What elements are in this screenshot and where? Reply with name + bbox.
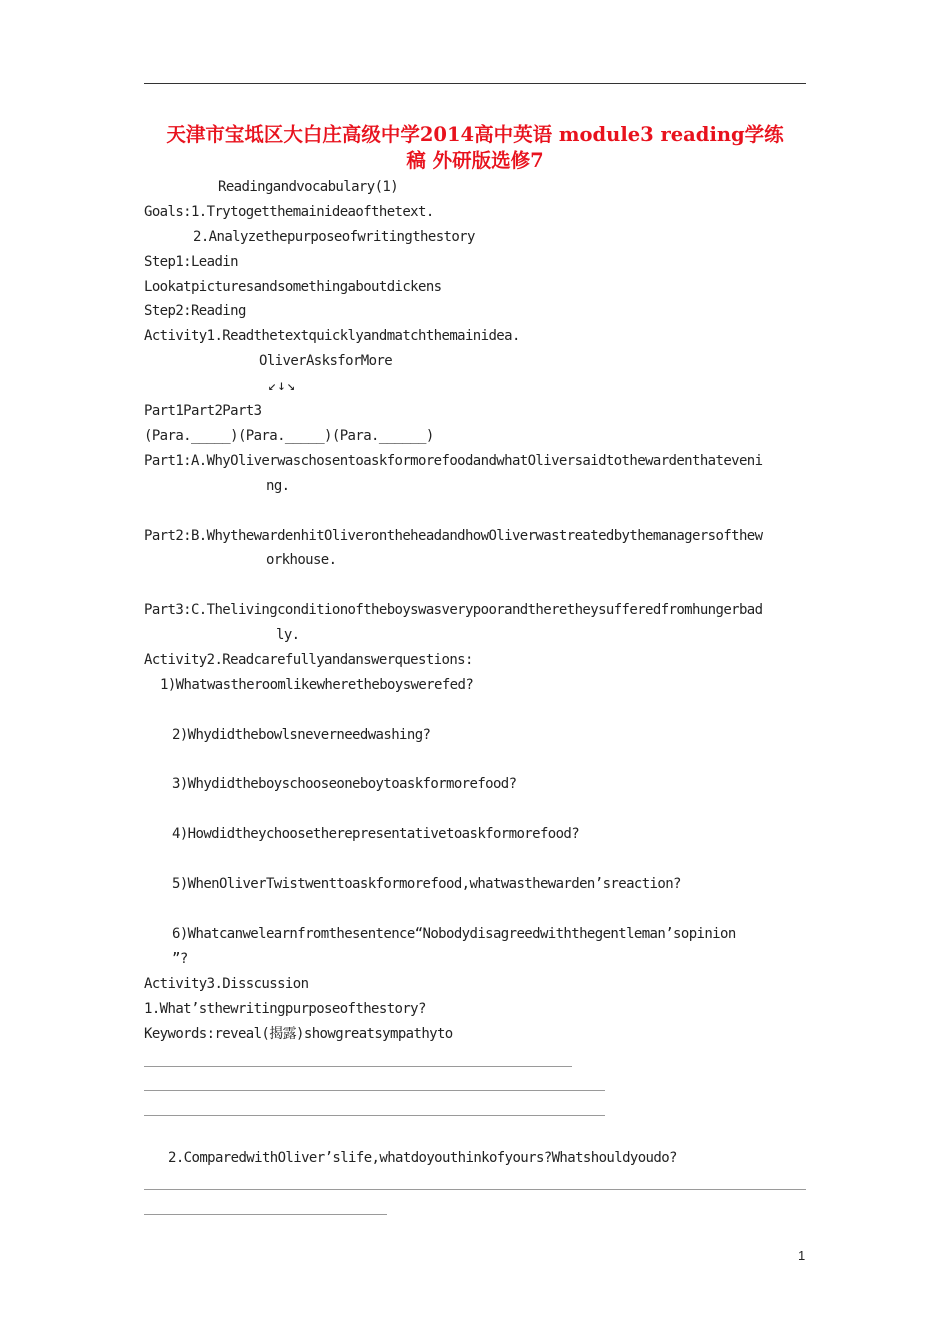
activity3-heading: Activity3.Disscussion	[144, 976, 309, 992]
answer-line	[144, 1189, 806, 1190]
step2-heading: Step2:Reading	[144, 303, 246, 319]
goals-line-1: Goals:1.Trytogetthemainideaofthetext.	[144, 204, 434, 220]
parts-row: Part1Part2Part3	[144, 403, 262, 419]
step1-task: Lookatpicturesandsomethingaboutdickens	[144, 279, 442, 295]
activity2-heading: Activity2.Readcarefullyandanswerquestions:	[144, 652, 473, 668]
question-3: 3)Whydidtheboyschooseoneboytoaskformorefood?	[172, 776, 517, 792]
page-number: 1	[798, 1248, 806, 1263]
answer-line	[144, 1115, 605, 1116]
section-heading: Readingandvocabulary(1)	[218, 179, 399, 195]
goals-line-2: 2.Analyzethepurposeofwritingthestory	[193, 229, 475, 245]
question-2: 2)Whydidthebowlsneverneedwashing?	[172, 727, 431, 743]
part3-text: Part3:C.Thelivingconditionoftheboyswasverypoorandtheretheysufferedfromhungerbad	[144, 602, 763, 618]
document-title	[144, 122, 806, 174]
question-5: 5)WhenOliverTwistwenttoaskformorefood,whatwasthewarden’sreaction?	[172, 876, 681, 892]
header-rule	[144, 83, 806, 84]
part2-text-cont: orkhouse.	[266, 552, 337, 568]
part1-text: Part1:A.WhyOliverwaschosentoaskformorefoodandwhatOliversaidtothewardenthateveni	[144, 453, 763, 469]
question-6-cont: ”?	[172, 951, 188, 967]
part3-text-cont: ly.	[276, 627, 300, 643]
question-4: 4)Howdidtheychoosetherepresentativetoaskformorefood?	[172, 826, 580, 842]
step1-heading: Step1:Leadin	[144, 254, 238, 270]
part2-text: Part2:B.WhythewardenhitOliverontheheadandhowOliverwastreatedbythemanagersofthew	[144, 528, 763, 544]
title-line-2: 稿 外研版选修7	[406, 149, 544, 172]
arrows-icon: ↙↓↘	[268, 378, 297, 394]
answer-line	[144, 1214, 387, 1215]
question-6: 6)Whatcanwelearnfromthesentence“Nobodydisagreedwiththegentleman’sopinion	[172, 926, 736, 942]
discussion-2: 2.ComparedwithOliver’slife,whatdoyouthinkofyours?Whatshouldyoudo?	[168, 1150, 677, 1166]
diagram-title: OliverAsksforMore	[259, 353, 393, 369]
discussion-1: 1.What’sthewritingpurposeofthestory?	[144, 1001, 426, 1017]
paragraph-blanks: (Para._____)(Para._____)(Para.______)	[144, 428, 434, 444]
answer-line	[144, 1066, 572, 1067]
question-1: 1)Whatwastheroomlikewheretheboyswerefed?	[160, 677, 474, 693]
keywords-line: Keywords:reveal(揭露)showgreatsympathyto	[144, 1026, 453, 1042]
answer-line	[144, 1090, 605, 1091]
activity1-heading: Activity1.Readthetextquicklyandmatchthemainidea.	[144, 328, 520, 344]
title-line-1: 天津市宝坻区大白庄高级中学2014高中英语 module3 reading学练	[166, 123, 784, 146]
part1-text-cont: ng.	[266, 478, 290, 494]
